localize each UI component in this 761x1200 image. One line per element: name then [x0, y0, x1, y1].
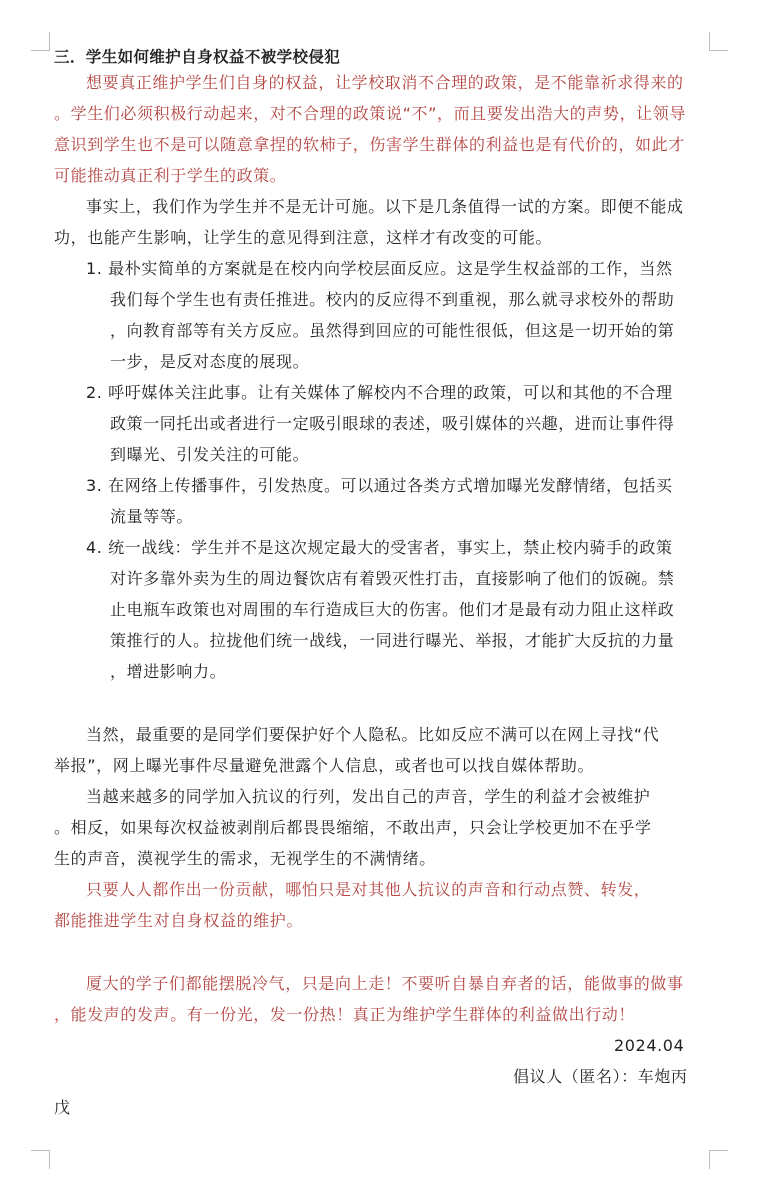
signature-continuation: 戊 — [54, 1098, 71, 1117]
paragraph-line: 事实上，我们作为学生并不是无计可施。以下是几条值得一试的方案。即便不能成 — [86, 197, 684, 216]
paragraph-line: 只要人人都作出一份贡献，哪怕只是对其他人抗议的声音和行动点赞、转发， — [86, 880, 651, 899]
list-item-line: 流量等等。 — [110, 507, 194, 526]
paragraph-line: 当越来越多的同学加入抗议的行列，发出自己的声音，学生的利益才会被维护 — [86, 787, 651, 806]
paragraph-line: 。相反，如果每次权益被剥削后都畏畏缩缩，不敢出声，只会让学校更加不在乎学 — [54, 818, 652, 837]
page-corner-mark-bottom-right — [709, 1150, 728, 1169]
paragraph-line: 功，也能产生影响，让学生的意见得到注意，这样才有改变的可能。 — [54, 228, 553, 247]
list-item-line: 一步，是反对态度的展现。 — [110, 352, 310, 371]
list-item-line: 3. 在网络上传播事件，引发热度。可以通过各类方式增加曝光发酵情绪，包括买 — [86, 476, 673, 495]
paragraph-line: 都能推进学生对自身权益的维护。 — [54, 911, 304, 930]
list-item-line: 到曝光、引发关注的可能。 — [110, 445, 310, 464]
signature: 倡议人（匿名）：车炮丙 — [513, 1067, 688, 1086]
list-item-line: ，增进影响力。 — [110, 662, 227, 681]
list-item-line: 2. 呼吁媒体关注此事。让有关媒体了解校内不合理的政策，可以和其他的不合理 — [86, 383, 673, 402]
date: 2024.04 — [614, 1036, 685, 1055]
page-corner-mark-top-right — [709, 32, 728, 51]
paragraph-line: 当然，最重要的是同学们要保护好个人隐私。比如反应不满可以在网上寻找“代 — [86, 725, 660, 744]
paragraph-line: 厦大的学子们都能摆脱冷气，只是向上走！不要听自暴自弃者的话，能做事的做事 — [86, 974, 684, 993]
intro-line: 想要真正维护学生们自身的权益，让学校取消不合理的政策，是不能靠祈求得来的 — [86, 73, 684, 92]
list-item-line: 我们每个学生也有责任推进。校内的反应得不到重视，那么就寻求校外的帮助 — [110, 290, 675, 309]
list-item-line: 对许多靠外卖为生的周边餐饮店有着毁灭性打击，直接影响了他们的饭碗。禁 — [110, 569, 675, 588]
intro-line: 。学生们必须积极行动起来，对不合理的政策说“不”，而且要发出浩大的声势，让领导 — [54, 104, 686, 123]
intro-line: 可能推动真正利于学生的政策。 — [54, 166, 287, 185]
paragraph-line: 举报”，网上曝光事件尽量避免泄露个人信息，或者也可以找自媒体帮助。 — [54, 756, 595, 775]
intro-line: 意识到学生也不是可以随意拿捏的软柿子，伤害学生群体的利益也是有代价的，如此才 — [54, 135, 685, 154]
list-item-line: ，向教育部等有关方反应。虽然得到回应的可能性很低，但这是一切开始的第 — [110, 321, 675, 340]
section-heading: 三．学生如何维护自身权益不被学校侵犯 — [54, 48, 341, 66]
list-item-line: 1. 最朴实简单的方案就是在校内向学校层面反应。这是学生权益部的工作，当然 — [86, 259, 673, 278]
list-item-line: 4. 统一战线：学生并不是这次规定最大的受害者，事实上，禁止校内骑手的政策 — [86, 538, 673, 557]
list-item-line: 止电瓶车政策也对周围的车行造成巨大的伤害。他们才是最有动力阻止这样政 — [110, 600, 675, 619]
list-item-line: 策推行的人。拉拢他们统一战线，一同进行曝光、举报，才能扩大反抗的力量 — [110, 631, 675, 650]
page-corner-mark-bottom-left — [31, 1150, 50, 1169]
paragraph-line: ，能发声的发声。有一份光，发一份热！真正为维护学生群体的利益做出行动！ — [54, 1005, 636, 1024]
list-item-line: 政策一同托出或者进行一定吸引眼球的表述，吸引媒体的兴趣，进而让事件得 — [110, 414, 675, 433]
paragraph-line: 生的声音，漠视学生的需求，无视学生的不满情绪。 — [54, 849, 436, 868]
page-corner-mark-top-left — [31, 32, 50, 51]
